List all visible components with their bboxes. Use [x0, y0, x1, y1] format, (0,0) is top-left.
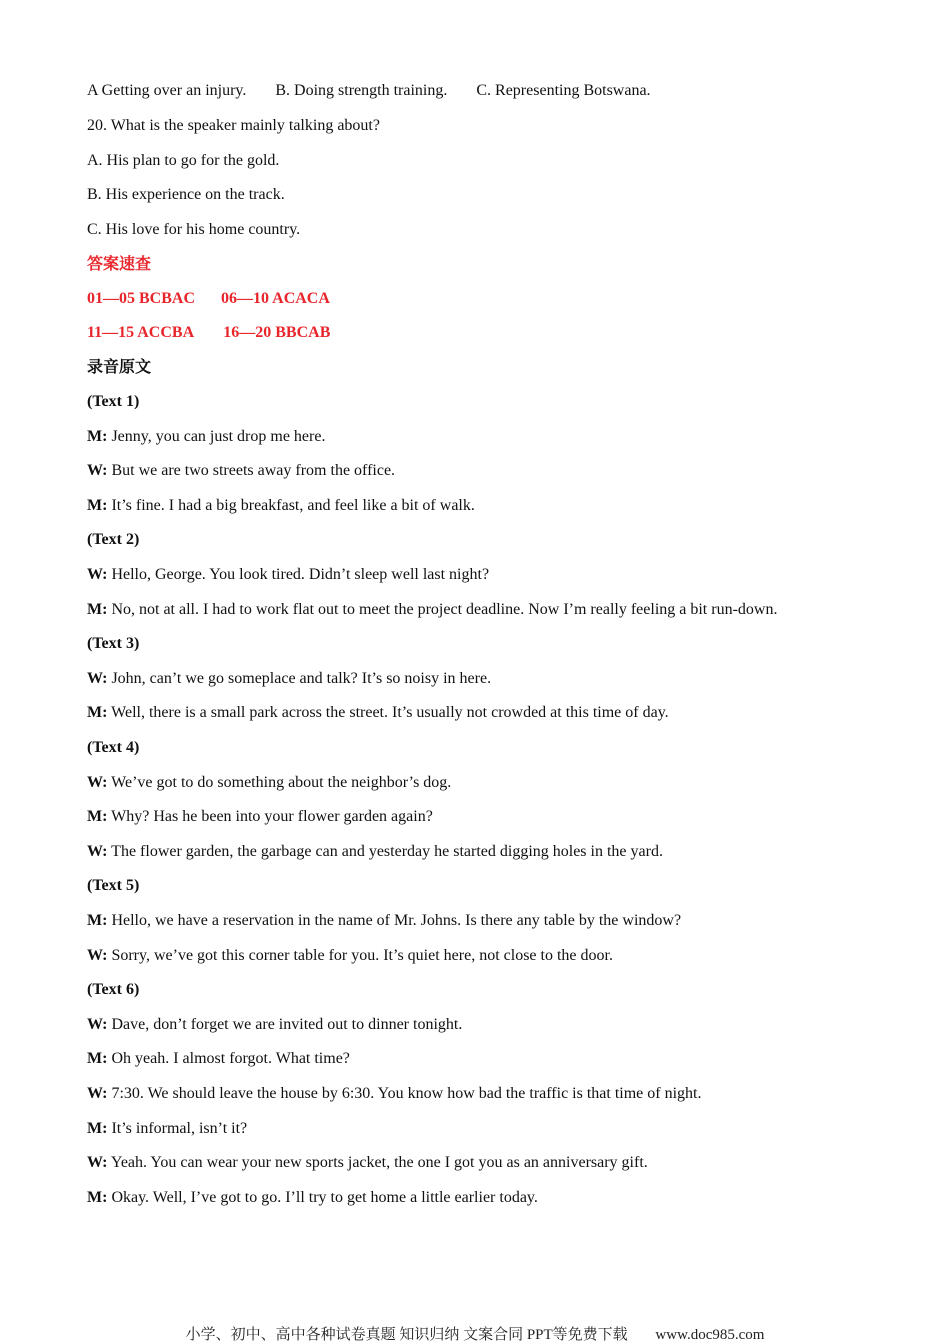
dialogue-line — [87, 669, 491, 689]
text-label: (Text 1) — [87, 393, 140, 410]
dialogue-line — [87, 496, 475, 516]
dialogue-text: 7:30. We should leave the house by 6:30. You know how bad the traffic is that time of night. — [107, 1085, 702, 1102]
speaker-label: M: — [87, 912, 108, 929]
dialogue-line — [87, 946, 613, 966]
dialogue-line — [87, 1153, 648, 1173]
dialogue-line — [87, 842, 663, 862]
speaker-label: M: — [87, 601, 108, 618]
dialogue-text: Jenny, you can just drop me here. — [107, 428, 326, 445]
dialogue-text: Sorry, we’ve got this corner table for you. It’s quiet here, not close to the door. — [107, 947, 613, 964]
q20-option-a: A. His plan to go for the gold. — [87, 152, 280, 169]
q19-option-b: B. Doing strength training. — [275, 82, 448, 99]
speaker-label: W: — [87, 1016, 108, 1033]
answers-row-2 — [87, 323, 330, 343]
dialogue-text: Hello, we have a reservation in the name of Mr. Johns. Is there any table by the window? — [107, 912, 682, 929]
footer-text: 小学、初中、高中各种试卷真题 知识归纳 文案合同 PPT等免费下载 — [185, 1327, 628, 1343]
q20-question: 20. What is the speaker mainly talking about? — [87, 117, 380, 134]
speaker-label: W: — [87, 462, 108, 479]
footer — [0, 1323, 950, 1344]
dialogue-line — [87, 600, 777, 620]
dialogue-line — [87, 1119, 247, 1139]
answers-row-1 — [87, 289, 330, 309]
q19-option-a: A Getting over an injury. — [87, 82, 247, 99]
dialogue-line — [87, 427, 325, 447]
dialogue-line — [87, 565, 489, 585]
speaker-label: W: — [87, 1085, 108, 1102]
dialogue-line — [87, 703, 669, 723]
dialogue-line — [87, 461, 395, 481]
dialogue-line — [87, 773, 451, 793]
speaker-label: W: — [87, 843, 108, 860]
q20-option-b: B. His experience on the track. — [87, 186, 285, 203]
speaker-label: M: — [87, 1050, 108, 1067]
dialogue-text: John, can’t we go someplace and talk? It’s so noisy in here. — [107, 670, 492, 687]
answers-01-05: 01—05 BCBAC — [87, 290, 196, 307]
speaker-label: M: — [87, 1189, 108, 1206]
dialogue-line — [87, 1188, 538, 1208]
speaker-label: W: — [87, 670, 108, 687]
dialogue-line — [87, 911, 681, 931]
text-label: (Text 4) — [87, 739, 140, 756]
q19-options — [87, 81, 651, 101]
dialogue-text: Yeah. You can wear your new sports jacket, the one I got you as an anniversary gift. — [107, 1154, 648, 1171]
dialogue-text: Why? Has he been into your flower garden again? — [107, 808, 433, 825]
q19-option-c: C. Representing Botswana. — [476, 82, 651, 99]
speaker-label: M: — [87, 1120, 108, 1137]
text-label: (Text 6) — [87, 981, 140, 998]
dialogue-line — [87, 1015, 462, 1035]
dialogue-text: Dave, don’t forget we are invited out to dinner tonight. — [107, 1016, 463, 1033]
dialogue-text: Okay. Well, I’ve got to go. I’ll try to get home a little earlier today. — [107, 1189, 538, 1206]
speaker-label: M: — [87, 704, 108, 721]
dialogue-text: Hello, George. You look tired. Didn’t sleep well last night? — [107, 566, 490, 583]
speaker-label: M: — [87, 497, 108, 514]
text-label: (Text 5) — [87, 877, 140, 894]
speaker-label: W: — [87, 947, 108, 964]
speaker-label: W: — [87, 566, 108, 583]
dialogue-text: It’s fine. I had a big breakfast, and feel like a bit of walk. — [107, 497, 475, 514]
speaker-label: W: — [87, 774, 108, 791]
answers-06-10: 06—10 ACACA — [221, 290, 330, 307]
dialogue-line — [87, 807, 433, 827]
dialogue-text: The flower garden, the garbage can and yesterday he started digging holes in the yard. — [107, 843, 663, 860]
transcript-heading: 录音原文 — [87, 359, 152, 376]
q20-option-c: C. His love for his home country. — [87, 221, 301, 238]
footer-url: www.doc985.com — [655, 1327, 765, 1343]
answers-heading: 答案速查 — [87, 256, 152, 273]
answers-16-20: 16—20 BBCAB — [223, 324, 331, 341]
speaker-label: M: — [87, 428, 108, 445]
dialogue-text: Well, there is a small park across the street. It’s usually not crowded at this time of day. — [107, 704, 669, 721]
speaker-label: M: — [87, 808, 108, 825]
dialogue-text: But we are two streets away from the office. — [107, 462, 396, 479]
text-label: (Text 3) — [87, 635, 140, 652]
speaker-label: W: — [87, 1154, 108, 1171]
answers-11-15: 11—15 ACCBA — [87, 324, 194, 341]
dialogue-text: No, not at all. I had to work flat out to meet the project deadline. Now I’m really feeling a bit run-down. — [107, 601, 778, 618]
dialogue-line — [87, 1084, 702, 1104]
dialogue-text: We’ve got to do something about the neighbor’s dog. — [107, 774, 452, 791]
dialogue-text: It’s informal, isn’t it? — [107, 1120, 248, 1137]
text-label: (Text 2) — [87, 531, 140, 548]
dialogue-line — [87, 1049, 350, 1069]
dialogue-text: Oh yeah. I almost forgot. What time? — [107, 1050, 350, 1067]
